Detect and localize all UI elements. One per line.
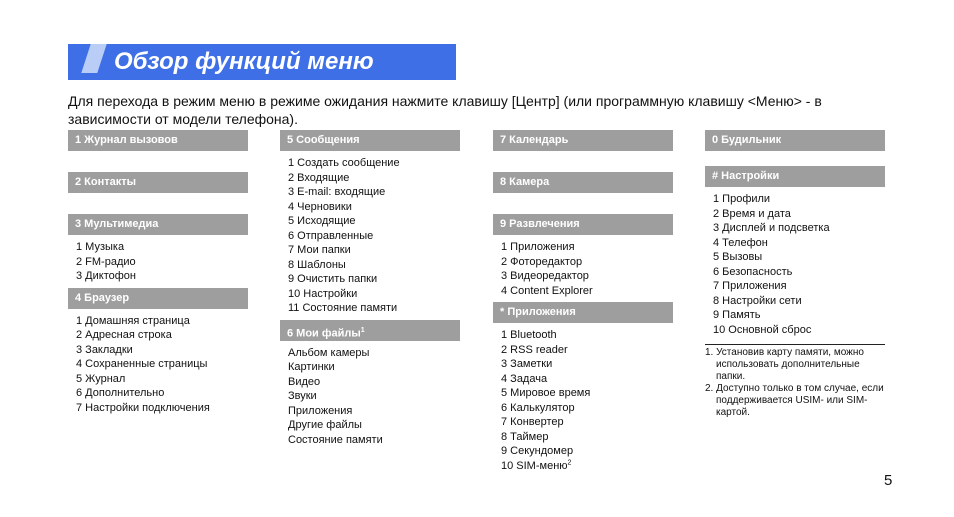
list-item: Другие файлы — [288, 419, 362, 431]
list-item: 2 Входящие — [288, 171, 350, 184]
footnote-marker: 1 — [360, 326, 365, 334]
list-item: 8 Настройки сети — [713, 294, 802, 307]
list-item: 2 Фоторедактор — [501, 255, 583, 268]
list-item: 3 Заметки — [501, 358, 553, 370]
section-header-myfiles — [280, 320, 460, 341]
section-header-fun: 9 Развлечения — [493, 214, 673, 235]
list-item: 4 Content Explorer — [501, 284, 593, 297]
myfiles-header-label: 6 Мои файлы — [287, 327, 361, 340]
list-item: 7 Конвертер — [501, 416, 564, 428]
section-header-contacts: 2 Контакты — [68, 172, 248, 193]
footnote: 2. Доступно только в том случае, если поддерживается USIM- или SIM-картой. — [705, 383, 884, 418]
list-item: 3 Видеоредактор — [501, 270, 589, 282]
section-header-alarm: 0 Будильник — [705, 130, 885, 151]
list-item: 6 Отправленные — [288, 229, 374, 242]
intro-text: Для перехода в режим меню в режиме ожидания нажмите клавишу [Центр] (или программную клавишу <Меню> - в зависимости от модели телефона). — [68, 93, 822, 127]
list-item: 1 Профили — [713, 193, 771, 205]
myfiles-list — [280, 341, 460, 448]
column-2 — [280, 130, 460, 447]
column-1 — [68, 130, 248, 415]
list-item: 4 Телефон — [713, 236, 768, 249]
list-item: Видео — [288, 375, 321, 388]
list-item: 4 Задача — [501, 372, 548, 385]
list-item: Картинки — [288, 361, 335, 373]
title-band — [68, 44, 456, 80]
column-4 — [705, 130, 885, 419]
list-item: 4 Сохраненные страницы — [76, 358, 208, 370]
page-title: Обзор функций меню — [114, 48, 374, 75]
section-header-apps: * Приложения — [493, 302, 673, 323]
section-header-settings: # Настройки — [705, 166, 885, 187]
list-item: 3 Дисплей и подсветка — [713, 222, 830, 234]
list-item: Альбом камеры — [288, 346, 370, 359]
list-item: 2 Адресная строка — [76, 329, 172, 341]
list-item: 6 Безопасность — [713, 265, 793, 278]
list-item: 5 Журнал — [76, 372, 126, 385]
list-item: 3 Диктофон — [76, 270, 136, 282]
list-item: 8 Таймер — [501, 430, 549, 443]
footnote-marker: 2 — [567, 458, 572, 466]
list-item: 1 Приложения — [501, 241, 575, 253]
list-item: 5 Вызовы — [713, 251, 763, 263]
list-item — [501, 459, 673, 474]
footnotes-divider — [705, 344, 885, 345]
list-item: 5 Мировое время — [501, 387, 591, 399]
apps-list — [493, 323, 673, 473]
list-item: 10 Основной сброс — [713, 323, 812, 336]
title-slash-decoration — [81, 44, 106, 73]
list-item: Звуки — [288, 390, 317, 402]
column-3 — [493, 130, 673, 473]
list-item: 7 Мои папки — [288, 244, 351, 256]
list-item: 3 Закладки — [76, 343, 133, 356]
browser-list — [68, 309, 248, 416]
fun-list — [493, 235, 673, 298]
section-header-messages: 5 Сообщения — [280, 130, 460, 151]
list-item: Состояние памяти — [288, 433, 383, 446]
settings-list — [705, 187, 885, 337]
list-item-label: 10 SIM-меню — [501, 459, 568, 472]
list-item: 5 Исходящие — [288, 215, 356, 227]
page-number: 5 — [884, 472, 893, 489]
list-item: 1 Создать сообщение — [288, 157, 400, 169]
list-item: 4 Черновики — [288, 200, 352, 213]
list-item: 1 Домашняя страница — [76, 314, 190, 327]
list-item: 3 E-mail: входящие — [288, 186, 386, 198]
section-header-multimedia: 3 Мультимедиа — [68, 214, 248, 235]
list-item: 6 Дополнительно — [76, 387, 165, 399]
footnote: 1. Установив карту памяти, можно использовать дополнительные папки. — [705, 347, 864, 382]
list-item: 2 RSS reader — [501, 343, 568, 356]
section-header-browser: 4 Браузер — [68, 288, 248, 309]
list-item: 1 Bluetooth — [501, 329, 557, 341]
list-item: 9 Секундомер — [501, 445, 574, 457]
list-item: Приложения — [288, 404, 353, 417]
list-item: 7 Настройки подключения — [76, 401, 210, 414]
section-header-calendar: 7 Календарь — [493, 130, 673, 151]
list-item: 10 Настройки — [288, 287, 358, 300]
section-header-camera: 8 Камера — [493, 172, 673, 193]
multimedia-list — [68, 235, 248, 284]
list-item: 9 Очистить папки — [288, 273, 378, 285]
list-item: 8 Шаблоны — [288, 258, 346, 271]
list-item: 2 FM-радио — [76, 255, 136, 268]
list-item: 7 Приложения — [713, 280, 787, 292]
list-item: 1 Музыка — [76, 241, 125, 253]
list-item: 6 Калькулятор — [501, 401, 575, 414]
messages-list — [280, 151, 460, 316]
section-header-calls: 1 Журнал вызовов — [68, 130, 248, 151]
list-item: 9 Память — [713, 309, 761, 321]
list-item: 11 Состояние памяти — [288, 302, 398, 314]
list-item: 2 Время и дата — [713, 207, 791, 220]
footnotes — [705, 347, 885, 419]
